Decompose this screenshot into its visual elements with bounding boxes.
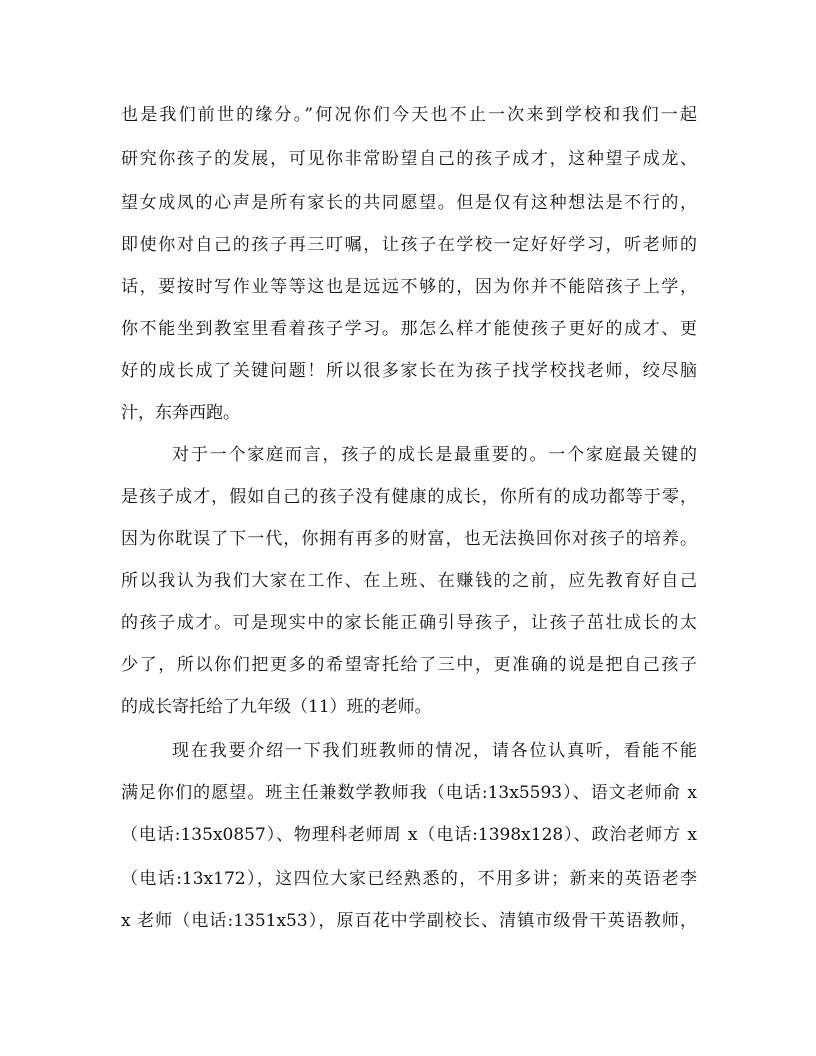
text-line: 少了，所以你们把更多的希望寄托给了三中，更准确的说是把自己孩子 [121,655,697,675]
text-line: （电话:13x172），这四位大家已经熟悉的，不用多讲；新来的英语老李 [121,869,697,889]
text-line: 是孩子成才，假如自己的孩子没有健康的成长，你所有的成功都等于零， [121,487,697,507]
text-line: 话，要按时写作业等等这也是远远不够的，因为你并不能陪孩子上学， [121,277,697,297]
text-line: 好的成长成了关键问题！所以很多家长在为孩子找学校找老师，绞尽脑 [121,361,697,381]
text-line: 即使你对自己的孩子再三叮嘱，让孩子在学校一定好好学习，听老师的 [121,235,697,255]
paragraph-first-line: 现在我要介绍一下我们班教师的情况，请各位认真听，看能不能 [172,741,697,761]
paragraph-first-line: 对于一个家庭而言，孩子的成长是最重要的。一个家庭最关键的 [172,445,697,465]
text-line: 所以我认为我们大家在工作、在上班、在赚钱的之前，应先教育好自己 [121,571,697,591]
text-line: 也是我们前世的缘分。”何况你们今天也不止一次来到学校和我们一起 [121,105,697,125]
text-line: 你不能坐到教室里看着孩子学习。那怎么样才能使孩子更好的成才、更 [121,319,697,339]
text-line: 满足你们的愿望。班主任兼数学教师我（电话:13x5593）、语文老师俞 x [121,783,697,803]
text-line: （电话:135x0857）、物理科老师周 x（电话:1398x128）、政治老师方 x [121,825,697,845]
text-line: 望女成凤的心声是所有家长的共同愿望。但是仅有这种想法是不行的， [121,193,697,213]
text-line: x 老师（电话:1351x53），原百花中学副校长、清镇市级骨干英语教师， [121,911,697,931]
text-line: 的孩子成才。可是现实中的家长能正确引导孩子，让孩子茁壮成长的太 [121,613,697,633]
text-line: 研究你孩子的发展，可见你非常盼望自己的孩子成才，这种望子成龙、 [121,149,697,169]
text-line: 因为你耽误了下一代，你拥有再多的财富，也无法换回你对孩子的培养。 [121,529,697,549]
text-line: 的成长寄托给了九年级（11）班的老师。 [121,697,432,717]
text-line: 汁，东奔西跑。 [121,403,240,423]
